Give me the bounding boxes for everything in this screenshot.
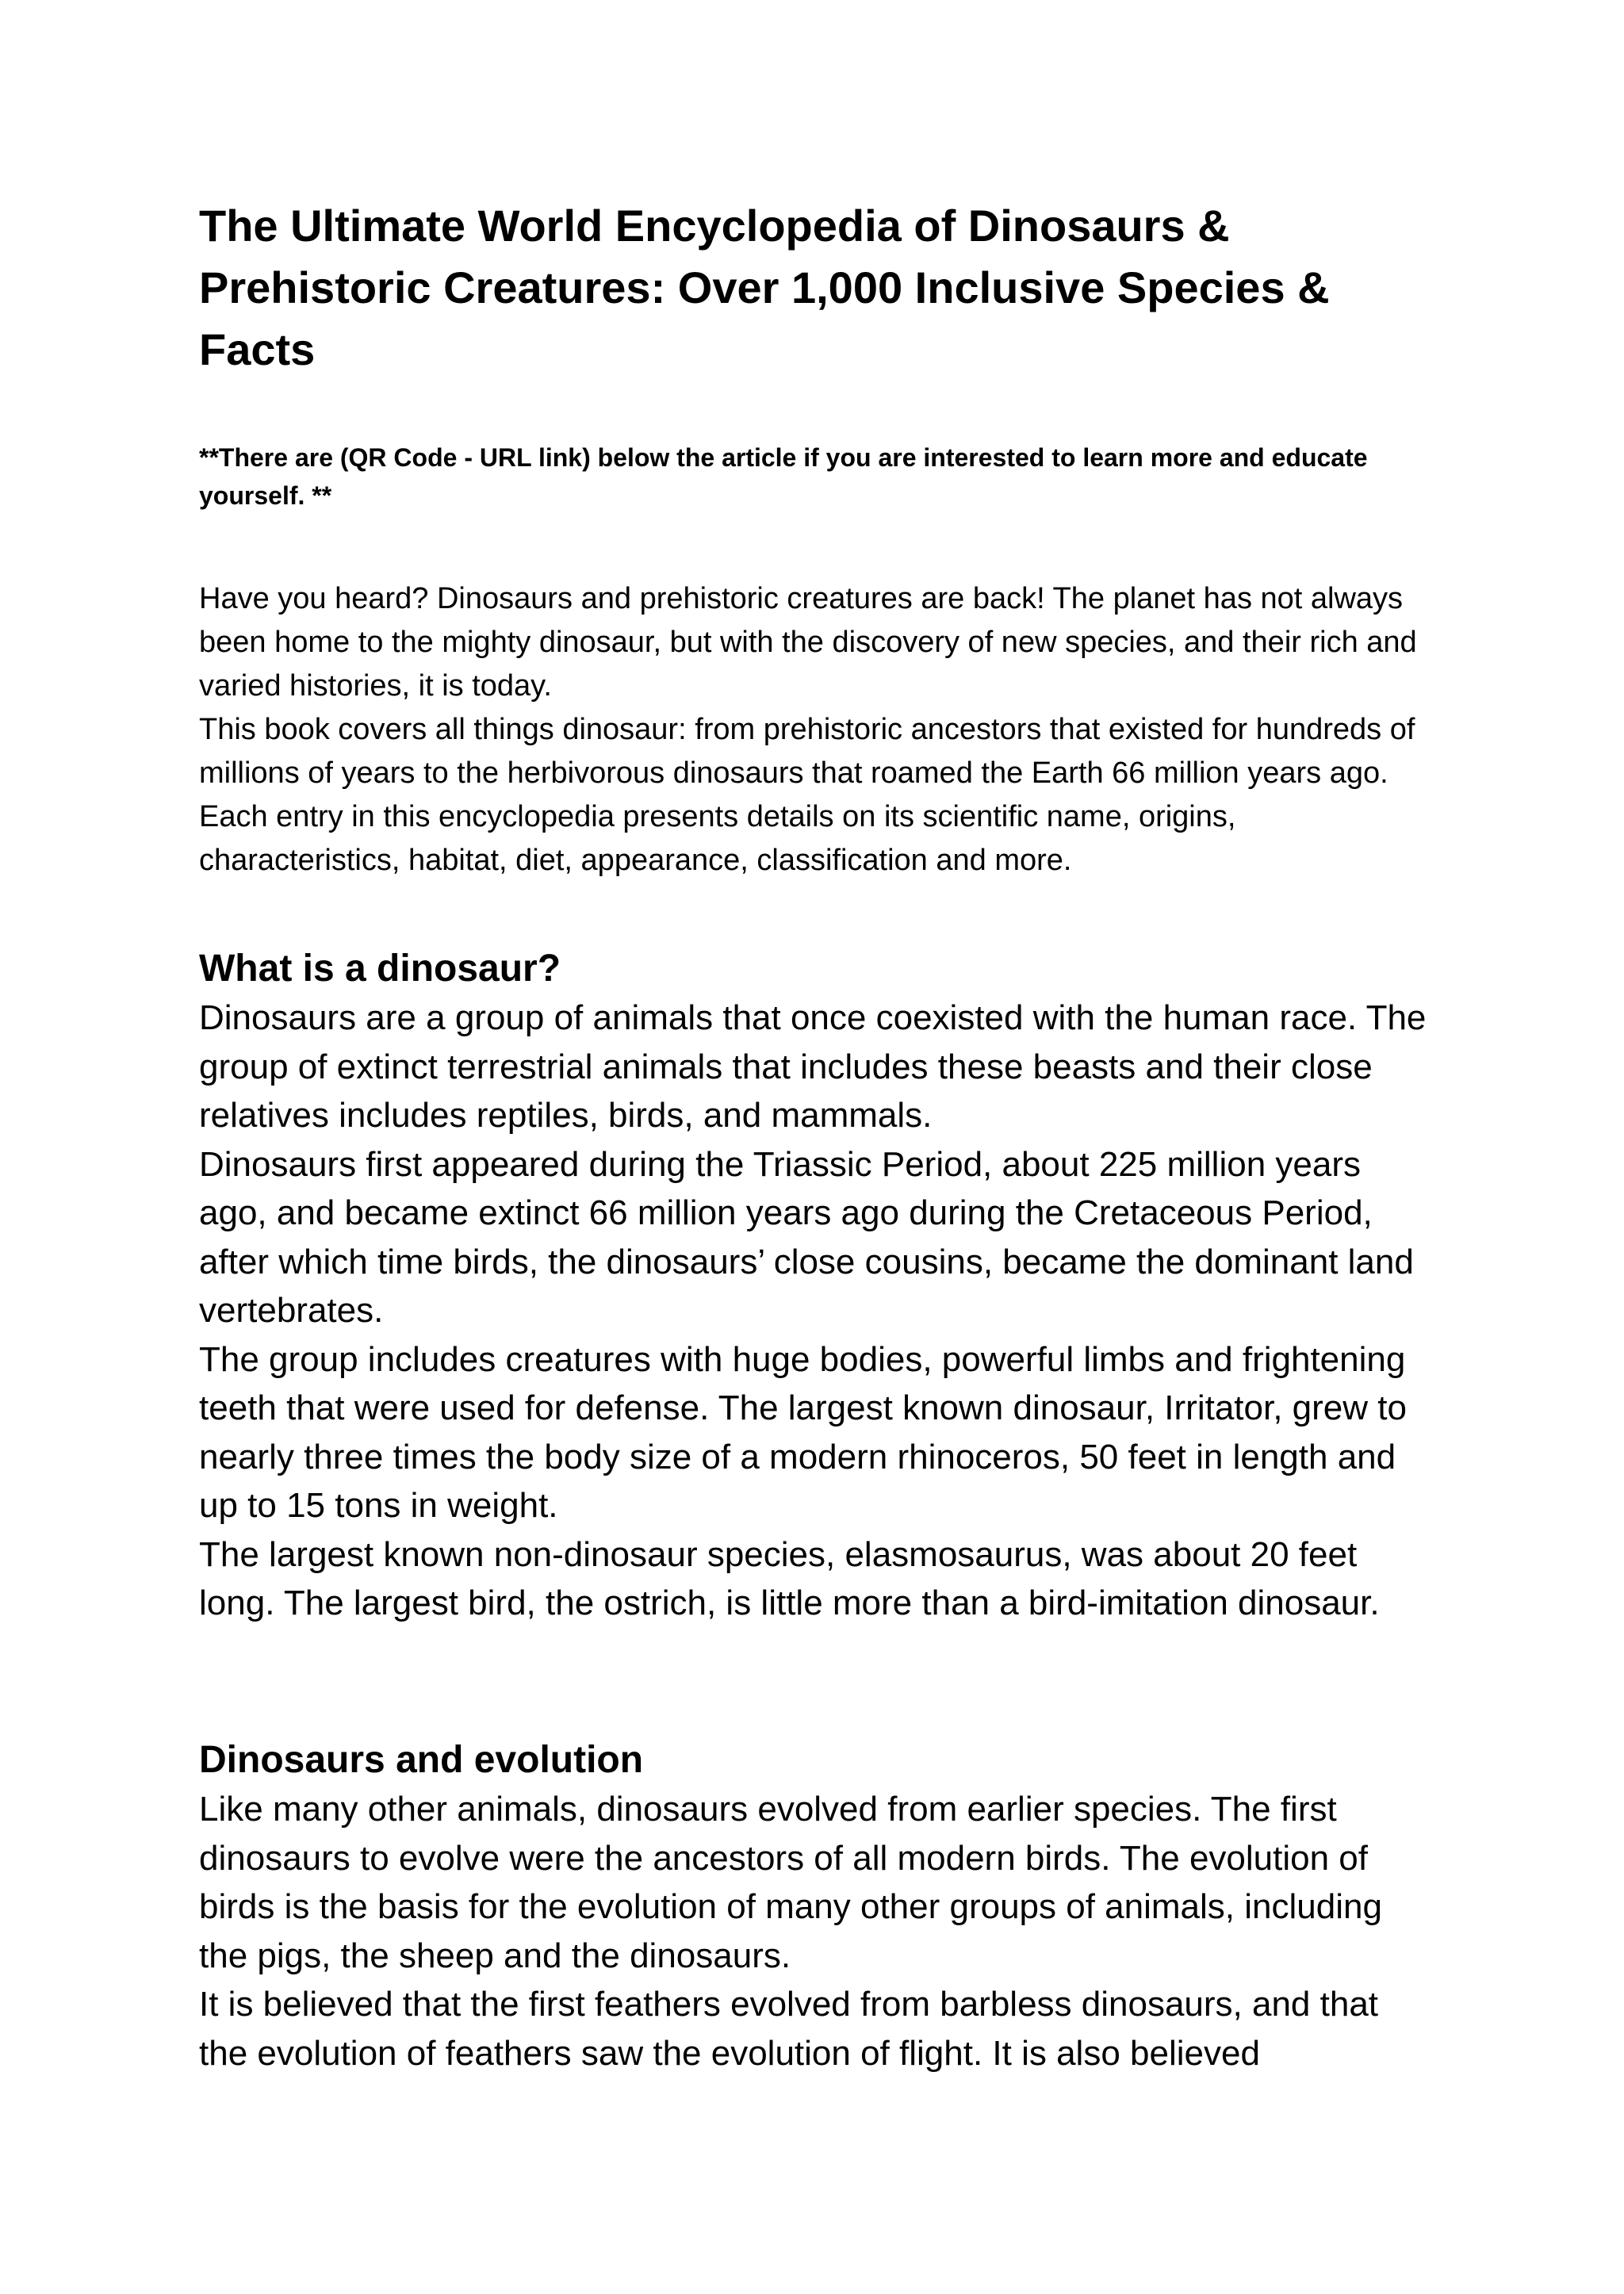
document-title: The Ultimate World Encyclopedia of Dinosaurs & Prehistoric Creatures: Over 1,000 Inclusive Species & Facts	[199, 201, 1330, 374]
section-paragraph: Like many other animals, dinosaurs evolved from earlier species. The first dinosaurs to evolve were the ancestors of all modern birds. The evolution of birds is the basis for the evolution of many other groups of animals, including the pigs, the sheep and the dinosaurs.	[199, 1790, 1382, 1975]
intro-text	[199, 577, 1436, 883]
section-heading: What is a dinosaur?	[199, 948, 561, 990]
intro-paragraph: This book covers all things dinosaur: from prehistoric ancestors that existed for hundreds of millions of years to the herbivorous dinosaurs that roamed the Earth 66 million years ago. Each entry in this encyclopedia presents details on its scientific name, origins, characteristics, habitat, diet, appearance, classification and more.	[199, 713, 1415, 877]
section-paragraph: The largest known non-dinosaur species, elasmosaurus, was about 20 feet long. The largest bird, the ostrich, is little more than a bird-imitation dinosaur.	[199, 1534, 1380, 1622]
section-paragraph: The group includes creatures with huge bodies, powerful limbs and frightening teeth that were used for defense. The largest known dinosaur, Irritator, grew to nearly three times the body size of a modern rhinoceros, 50 feet in length and up to 15 tons in weight.	[199, 1339, 1407, 1525]
section-paragraph: Dinosaurs first appeared during the Triassic Period, about 225 million years ago, and became extinct 66 million years ago during the Cretaceous Period, after which time birds, the dinosaurs’ close cousins, became the dominant land vertebrates.	[199, 1144, 1414, 1330]
section-body	[199, 994, 1436, 1628]
intro-paragraph: Have you heard? Dinosaurs and prehistoric creatures are back! The planet has not always been home to the mighty dinosaur, but with the discovery of new species, and their rich and varied histories, it is today.	[199, 582, 1417, 703]
section-what-is-a-dinosaur	[199, 944, 1436, 1628]
section-paragraph: It is believed that the first feathers evolved from barbless dinosaurs, and that the evolution of feathers saw the evolution of flight. It is also believed	[199, 1985, 1379, 2073]
section-dinosaurs-and-evolution	[199, 1736, 1436, 2078]
section-heading: Dinosaurs and evolution	[199, 1739, 644, 1781]
section-paragraph: Dinosaurs are a group of animals that once coexisted with the human race. The group of extinct terrestrial animals that includes these beasts and their close relatives includes reptiles, birds, and mammals.	[199, 998, 1427, 1135]
qr-code-notice: **There are (QR Code - URL link) below the article if you are interested to learn more and educate yourself. **	[199, 443, 1368, 510]
section-body	[199, 1785, 1436, 2078]
